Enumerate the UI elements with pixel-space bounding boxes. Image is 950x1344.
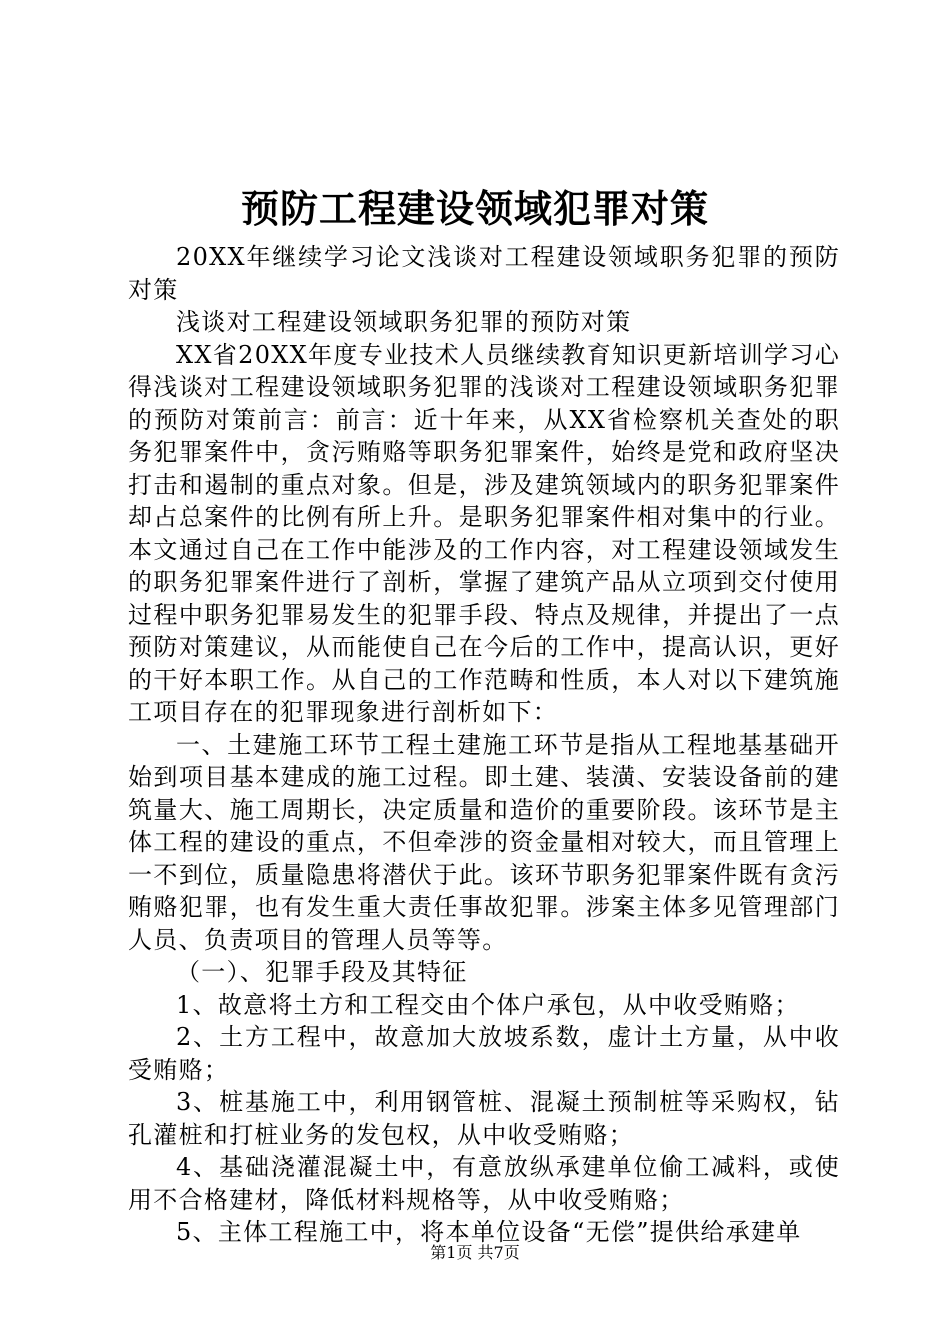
paragraph-heading: 浅谈对工程建设领域职务犯罪的预防对策 [176,308,632,336]
paragraph-section-one: 一、土建施工环节工程土建施工环节是指从工程地基基础开始到项目基本建成的施工过程。即土建、装潢、安装设备前的建筑量大、施工周期长，决定质量和造价的重要阶段。该环节是主体工程的建设的重点，不但牵涉的资金量相对较大，而且管理上一不到位，质量隐患将潜伏于此。该环节职务犯罪案件既有贪污贿赂犯罪，也有发生重大责任事故犯罪。涉案主体多见管理部门人员、负责项目的管理人员等等。 [128,730,840,954]
list-item-3: 3、桩基施工中，利用钢管桩、混凝土预制桩等采购权，钻孔灌桩和打桩业务的发包权，从中收受贿赂； [128,1088,840,1149]
document-body [128,241,840,1249]
list-item-2: 2、土方工程中，故意加大放坡系数，虚计土方量，从中收受贿赂； [128,1023,840,1084]
list-item-5: 5、主体工程施工中，将本单位设备“无偿”提供给承建单 [176,1218,802,1246]
page-number-current: 第1页 [430,1243,473,1262]
page-footer [0,1242,950,1264]
list-item-4: 4、基础浇灌混凝土中，有意放纵承建单位偷工减料，或使用不合格建材，降低材料规格等，从中收受贿赂； [128,1153,840,1214]
paragraph-subtitle: 20XX年继续学习论文浅谈对工程建设领域职务犯罪的预防对策 [128,243,840,304]
paragraph-preface: XX省20XX年度专业技术人员继续教育知识更新培训学习心得浅谈对工程建设领域职务犯罪的浅谈对工程建设领域职务犯罪的预防对策前言：前言：近十年来，从XX省检察机关查处的职务犯罪案件中，贪污贿赂等职务犯罪案件，始终是党和政府坚决打击和遏制的重点对象。但是，涉及建筑领域内的职务犯罪案件却占总案件的比例有所上升。是职务犯罪案件相对集中的行业。本文通过自己在工作中能涉及的工作内容，对工程建设领域发生的职务犯罪案件进行了剖析，掌握了建筑产品从立项到交付使用过程中职务犯罪易发生的犯罪手段、特点及规律，并提出了一点预防对策建议，从而能使自己在今后的工作中，提高认识，更好的干好本职工作。从自己的工作范畴和性质，本人对以下建筑施工项目存在的犯罪现象进行剖析如下： [128,340,840,726]
paragraph-subsection-heading: （一）、犯罪手段及其特征 [176,958,468,986]
list-item-1: 1、故意将土方和工程交由个体户承包，从中收受贿赂； [176,990,800,1019]
page-number-total: 共7页 [477,1243,520,1262]
document-title: 预防工程建设领域犯罪对策 [240,186,709,231]
